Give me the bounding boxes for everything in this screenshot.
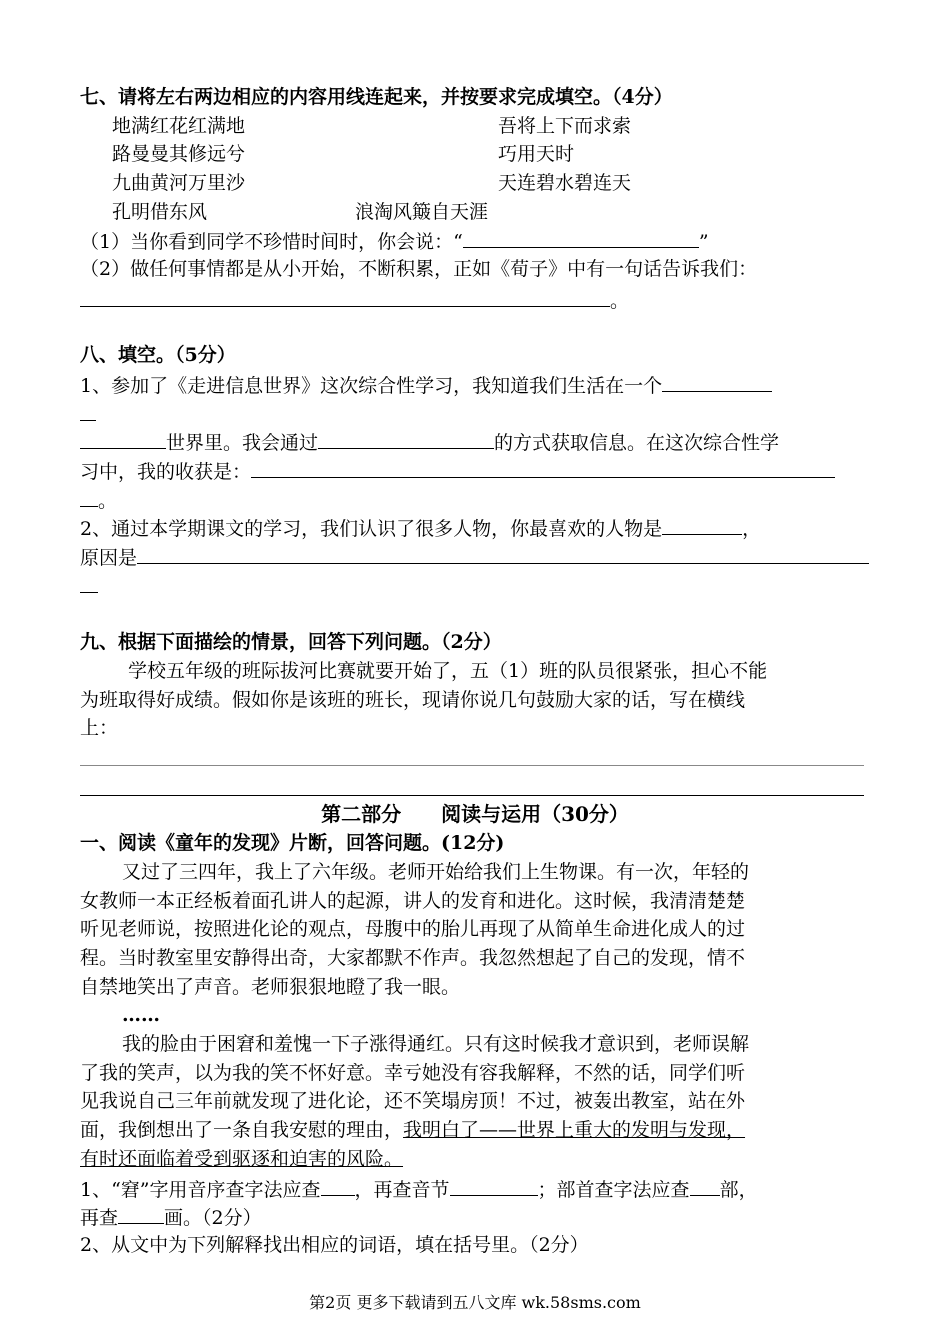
- part2-sq1-line1: 1、“窘”字用音序查字法应查 ，再查音节 ；部首查字法应查 部，: [80, 1175, 758, 1203]
- q9-title: 九、根据下面描绘的情景，回答下列问题。（2分）: [80, 631, 502, 653]
- q8-item1-blank4[interactable]: [251, 457, 835, 478]
- q7-sub2-answer: 。: [80, 286, 629, 314]
- sq1-blank-letter[interactable]: [321, 1175, 355, 1196]
- q7-left-3: 九曲黄河万里沙: [112, 172, 246, 194]
- q9-para-1: 学校五年级的班际拔河比赛就要开始了，五（1）班的队员很紧张，担心不能: [128, 660, 768, 682]
- q9-para-2: 为班取得好成绩。假如你是该班的班长，现请你说几句鼓励大家的话，写在横线: [80, 689, 746, 711]
- q8-item2-line3: [80, 572, 98, 600]
- q8-item1-blank2[interactable]: [80, 428, 166, 449]
- q7-left-2: 路曼曼其修远兮: [112, 143, 246, 165]
- q7-sub2-blank[interactable]: [80, 286, 610, 307]
- passage-ellipsis: ……: [122, 1004, 160, 1026]
- q9-answer-line[interactable]: [80, 765, 864, 766]
- q7-left-4: 孔明借东风: [112, 201, 208, 223]
- passage-line: 我的脸由于困窘和羞愧一下子涨得通红。只有这时候我才意识到，老师误解: [122, 1033, 750, 1055]
- passage-line: 了我的笑声，以为我的笑不怀好意。幸亏她没有容我解释，不然的话，同学们听: [80, 1062, 746, 1084]
- q8-item1-blank4-cont[interactable]: [80, 486, 98, 507]
- q8-item1-line2: 世界里。我会通过 的方式获取信息。在这次综合性学: [80, 428, 779, 456]
- sq1-blank-radical[interactable]: [690, 1175, 720, 1196]
- sq1-blank-syllable[interactable]: [450, 1175, 538, 1196]
- q7-sub1-blank[interactable]: [463, 227, 699, 248]
- q8-item1-overflow: [80, 400, 96, 428]
- q7-sub1: （1）当你看到同学不珍惜时间时，你会说：“ ”: [80, 227, 709, 255]
- part2-sq1-line2: 再查 画。（2分）: [80, 1203, 262, 1231]
- passage-underlined: 我明白了——世界上重大的发明与发现，: [403, 1119, 746, 1141]
- q8-item2-blank1[interactable]: [662, 514, 742, 535]
- q8-item2-blank2-cont[interactable]: [80, 572, 98, 593]
- passage-line: 女教师一本正经板着面孔讲人的起源，讲人的发育和进化。这时候，我清清楚楚: [80, 890, 746, 912]
- q8-item2-blank2[interactable]: [137, 543, 869, 564]
- passage-line: 自禁地笑出了声音。老师狠狠地瞪了我一眼。: [80, 976, 461, 998]
- q9-para-3: 上：: [80, 717, 119, 739]
- q7-right-2: 巧用天时: [498, 143, 575, 165]
- passage-line: 见我说自己三年前就发现了进化论，还不笑塌房顶！不过，被轰出教室，站在外: [80, 1090, 746, 1112]
- passage-line: 听见老师说，按照进化论的观点，母腹中的胎儿再现了从简单生命进化成人的过: [80, 918, 746, 940]
- passage-line: 程。当时教室里安静得出奇，大家都默不作声。我忽然想起了自己的发现，情不: [80, 947, 746, 969]
- q8-item1-blank1-cont[interactable]: [80, 400, 96, 421]
- q7-left-1: 地满红花红满地: [112, 115, 246, 137]
- passage-underlined-end: 有时还面临着受到驱逐和迫害的风险。: [80, 1148, 404, 1170]
- q8-item1-line3: 习中，我的收获是：: [80, 457, 835, 485]
- part2-q1-title: 一、阅读《童年的发现》片断，回答问题。(12分): [80, 832, 505, 854]
- q8-item2-line1: 2、通过本学期课文的学习，我们认识了很多人物，你最喜欢的人物是 ，: [80, 514, 761, 542]
- q8-title: 八、填空。（5分）: [80, 344, 236, 366]
- q8-item1-blank3[interactable]: [318, 428, 494, 449]
- q8-item1-blank1[interactable]: [662, 371, 772, 392]
- q7-right-1: 吾将上下而求索: [498, 115, 632, 137]
- part2-title: 第二部分 阅读与运用（30分）: [321, 802, 629, 826]
- q7-title: 七、请将左右两边相应的内容用线连起来，并按要求完成填空。（4分）: [80, 86, 673, 108]
- q7-right-3: 天连碧水碧连天: [498, 172, 632, 194]
- sq1-blank-strokes[interactable]: [118, 1203, 164, 1224]
- passage-line: 又过了三四年，我上了六年级。老师开始给我们上生物课。有一次，年轻的: [122, 861, 750, 883]
- page-footer: 第2页 更多下载请到五八文库 wk.58sms.com: [309, 1293, 641, 1312]
- q8-item1-line4: 。: [80, 486, 117, 514]
- q8-item2-line2: 原因是: [80, 543, 869, 571]
- section-divider: [80, 795, 864, 796]
- q7-right-4: 浪淘风簸自天涯: [355, 201, 489, 223]
- q8-item1-line1: 1、参加了《走进信息世界》这次综合性学习，我知道我们生活在一个: [80, 371, 772, 399]
- q7-sub2: （2）做任何事情都是从小开始，不断积累，正如《荀子》中有一句话告诉我们：: [80, 258, 758, 280]
- part2-sq2: 2、从文中为下列解释找出相应的词语，填在括号里。（2分）: [80, 1234, 589, 1256]
- passage-line: 面，我倒想出了一条自我安慰的理由，我明白了——世界上重大的发明与发现，: [80, 1119, 746, 1141]
